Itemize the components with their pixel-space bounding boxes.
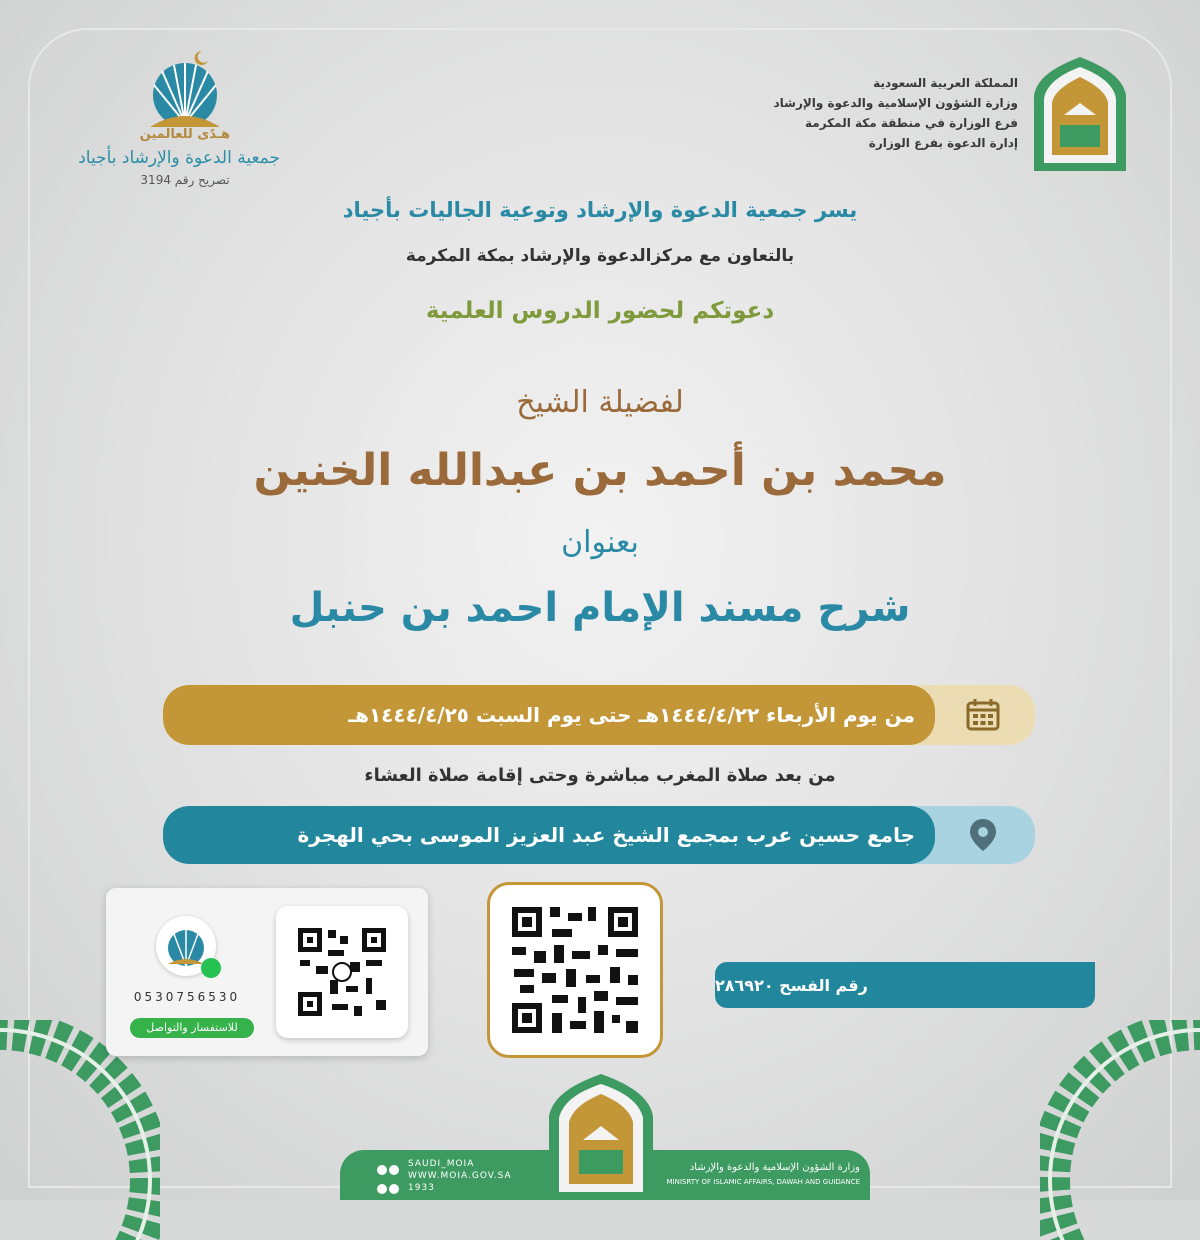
date-range: من يوم الأربعاء ١٤٤٤/٤/٢٢هـ حتى يوم السبت ١٤٤٤/٤/٢٥هـ xyxy=(348,703,915,727)
ministry-seal-footer-icon xyxy=(545,1072,657,1200)
ministry-line: فرع الوزارة في منطقة مكة المكرمة xyxy=(805,116,1018,130)
lesson-title: شرح مسند الإمام احمد بن حنبل xyxy=(289,585,911,631)
footer-contact xyxy=(408,1158,512,1194)
calendar-icon xyxy=(965,697,1001,733)
association-wordmark: هـدًى للعالمين xyxy=(139,127,231,142)
ministry-line: المملكة العربية السعودية xyxy=(873,76,1018,90)
ministry-line: وزارة الشؤون الإسلامية والدعوة والإرشاد xyxy=(773,96,1018,110)
social-icons xyxy=(376,1161,400,1199)
invitation-line: دعوتكم لحضور الدروس العلمية xyxy=(425,298,775,324)
registration-qr-code[interactable] xyxy=(487,882,663,1058)
youtube-icon[interactable] xyxy=(377,1184,387,1194)
date-bar xyxy=(163,685,1035,745)
ministry-text xyxy=(774,73,1019,153)
footer-ministry-ar: وزارة الشؤون الإسلامية والدعوة والإرشاد xyxy=(689,1162,860,1173)
location-text: جامع حسين عرب بمجمع الشيخ عبد العزيز الموسى بحي الهجرة xyxy=(297,823,915,847)
contact-label: للاستفسار والتواصل xyxy=(130,1018,254,1038)
time-line: من بعد صلاة المغرب مباشرة وحتى إقامة صلاة العشاء xyxy=(364,765,836,786)
ministry-header xyxy=(773,55,1130,175)
facebook-icon[interactable] xyxy=(389,1184,399,1194)
footer-handle[interactable]: SAUDI_MOIA xyxy=(408,1159,475,1169)
footer-website[interactable]: WWW.MOIA.GOV.SA xyxy=(408,1171,512,1181)
ministry-seal-icon xyxy=(1030,55,1130,173)
cooperation-line: بالتعاون مع مركزالدعوة والإرشاد بمكة المكرمة xyxy=(405,246,795,266)
ornament-right xyxy=(1040,1020,1200,1240)
footer-ministry xyxy=(667,1161,860,1189)
location-pin-icon xyxy=(965,817,1001,853)
whatsapp-icon[interactable] xyxy=(201,958,221,978)
instagram-icon[interactable] xyxy=(377,1165,387,1175)
licence-number: رقم الفسح ٢٨٦٩٢٠ xyxy=(715,975,868,995)
sheikh-prefix: لفضيلة الشيخ xyxy=(516,385,684,420)
title-prefix: بعنوان xyxy=(561,525,639,560)
association-logo xyxy=(78,45,280,195)
organizer-line: يسر جمعية الدعوة والإرشاد وتوعية الجاليات بأجياد xyxy=(342,198,858,222)
association-name: جمعية الدعوة والإرشاد بأجياد xyxy=(78,148,280,168)
ministry-line: إدارة الدعوة بفرع الوزارة xyxy=(868,136,1018,150)
contact-card xyxy=(106,888,428,1056)
footer-ministry-en: MINISRTY OF ISLAMIC AFFAIRS, DAWAH AND GUIDANCE xyxy=(666,1178,860,1186)
whatsapp-qr-code[interactable] xyxy=(276,906,408,1038)
licence-badge xyxy=(715,962,1095,1008)
sheikh-name: محمد بن أحمد بن عبدالله الخنين xyxy=(253,445,947,496)
footer-number: 1933 xyxy=(408,1183,435,1193)
phone-number[interactable]: 0530756530 xyxy=(133,990,241,1004)
sunburst-logo-icon xyxy=(140,45,230,129)
association-permit: تصريح رقم 3194 xyxy=(140,173,230,187)
twitter-icon[interactable] xyxy=(389,1165,399,1175)
location-bar xyxy=(163,806,1035,864)
